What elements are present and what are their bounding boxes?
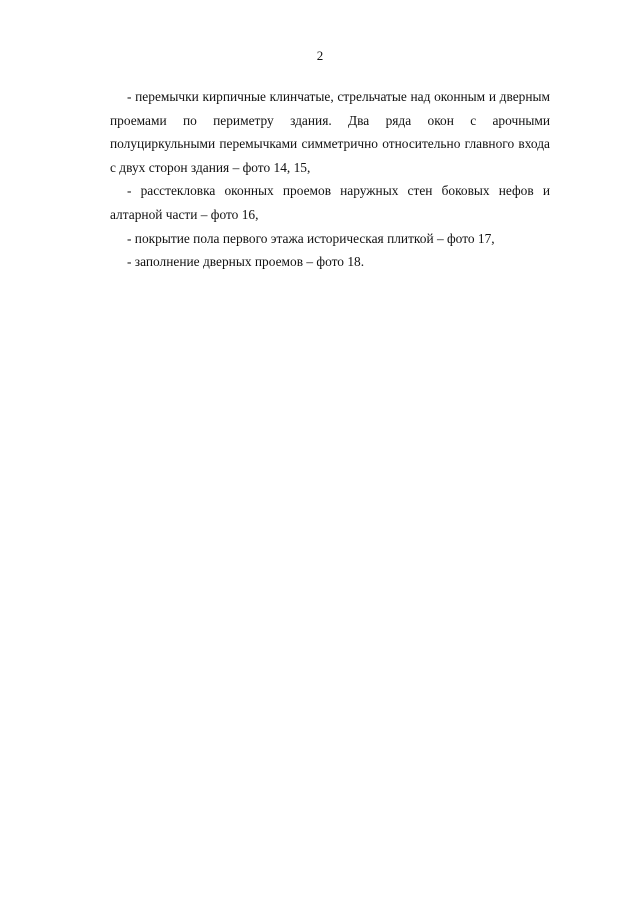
paragraph-lintels: - перемычки кирпичные клинчатые, стрельчатые над оконным и дверным проемами по периметру здания. Два ряда окон с арочными полуциркульными перемычками симметрично относительно главного входа с двух сторон здания – фото 14, 15, (110, 89, 550, 175)
paragraph-window-glazing: - расстекловка оконных проемов наружных стен боковых нефов и алтарной части – фото 16, (110, 183, 550, 222)
paragraph-floor-covering: - покрытие пола первого этажа историческая плиткой – фото 17, (127, 230, 495, 246)
document-body (110, 85, 550, 274)
paragraph-door-filling: - заполнение дверных проемов – фото 18. (127, 254, 365, 270)
page-number: 2 (316, 48, 324, 63)
